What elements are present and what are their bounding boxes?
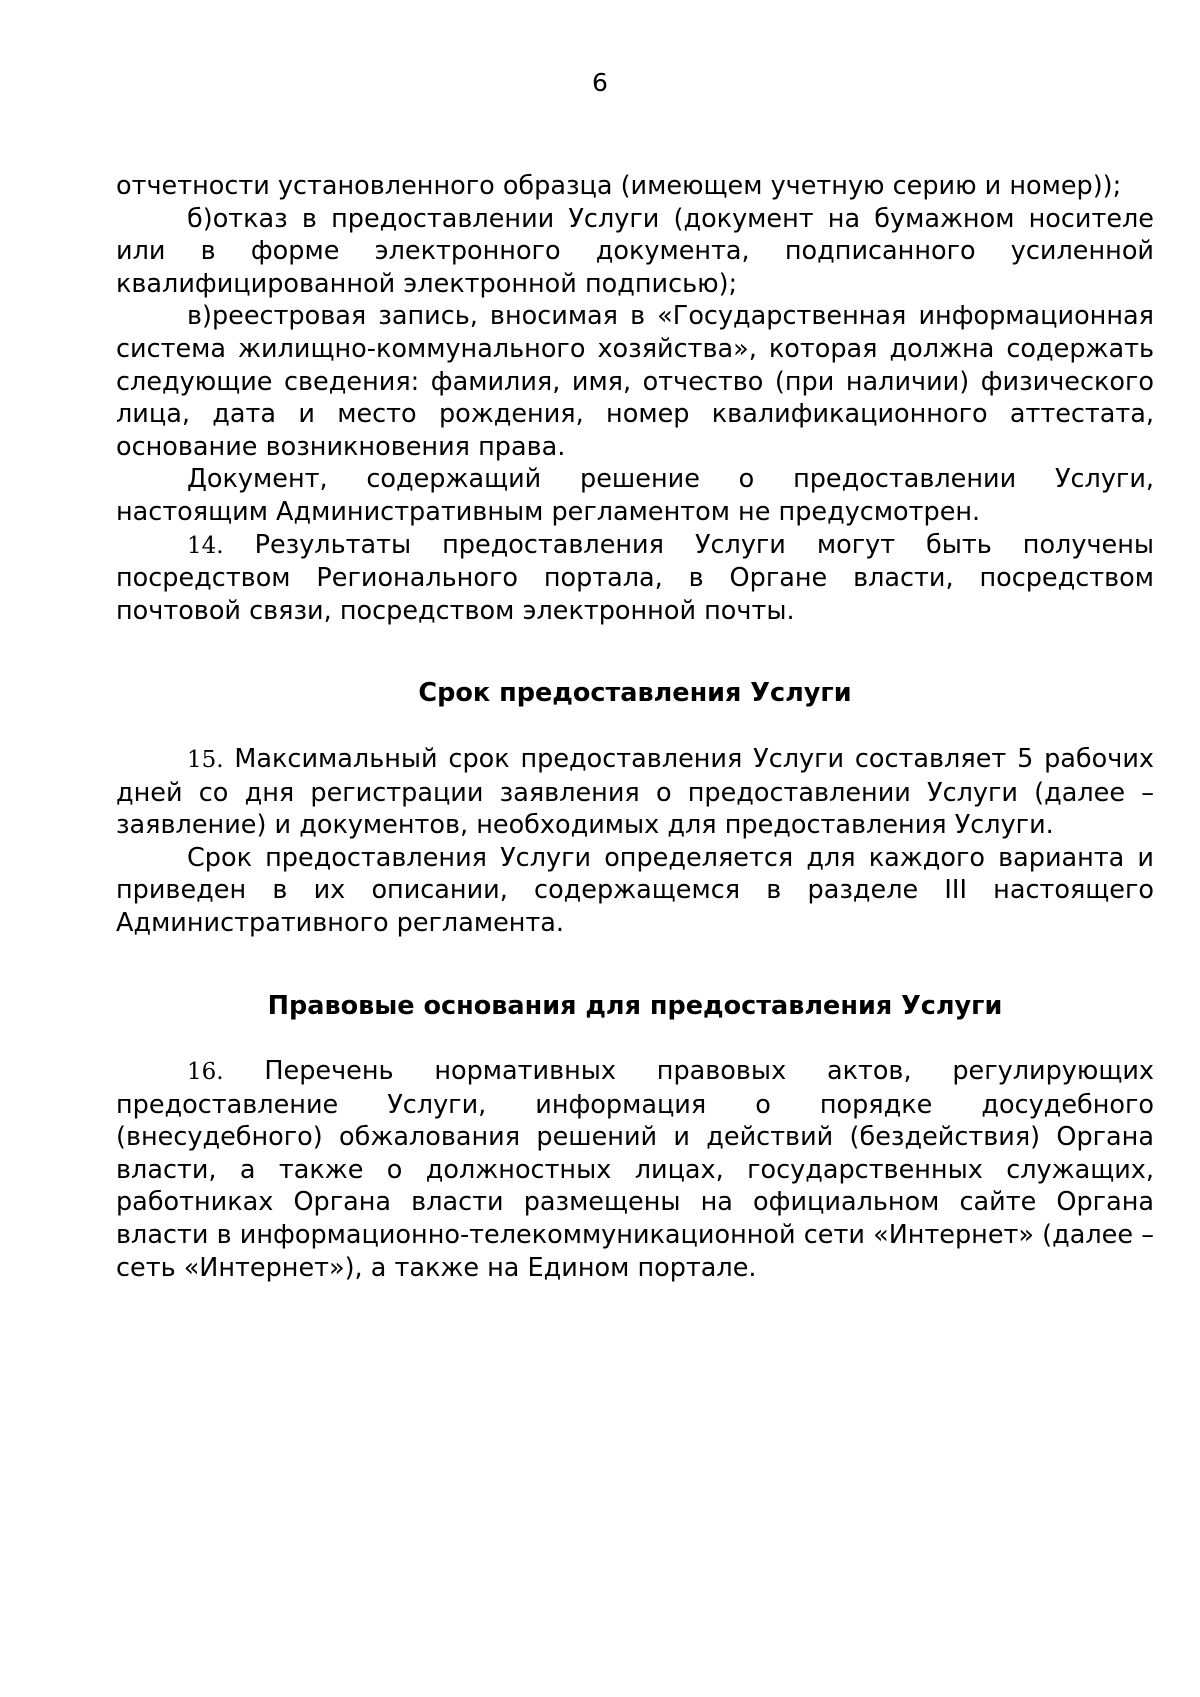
list-marker: б): [187, 203, 213, 234]
paragraph-text: Максимальный срок предоставления Услуги составляет 5 рабочих дней со дня регистрации заявления о предоставлении Услуги (далее – заявление) и документов, необходимых для предоставления Услуги.: [116, 743, 1154, 841]
paragraph-number: 16.: [187, 1059, 224, 1086]
paragraph-text: Срок предоставления Услуги определяется для каждого варианта и приведен в их описании, содержащемся в разделе III настоящего Административного регламента.: [116, 842, 1154, 938]
paragraph-text: Результаты предоставления Услуги могут быть получены посредством Регионального портала, в Органе власти, посредством почтовой связи, посредством электронной почты.: [116, 529, 1155, 626]
numbered-paragraph-16: [116, 1055, 1154, 1284]
list-marker: в): [187, 301, 212, 332]
section-heading: Правовые основания для предоставления Услуги: [267, 991, 1003, 1022]
paragraph-continuation: [116, 170, 1154, 203]
paragraph-number: 15.: [187, 746, 224, 773]
page-number: 6: [592, 68, 608, 97]
paragraph-text: отказ в предоставлении Услуги (документ на бумажном носителе или в форме электронного документа, подписанного усиленной квалифицированной электронной подписью);: [116, 203, 1154, 299]
list-item-v: [116, 300, 1154, 463]
paragraph: [116, 842, 1154, 940]
numbered-paragraph-15: [116, 743, 1154, 842]
paragraph-text: Перечень нормативных правовых актов, регулирующих предоставление Услуги, информация о порядке досудебного (внесудебного) обжалования решений и действий (бездействия) Органа власти, а также о должностных лицах, государственных служащих, работниках Органа власти размещены на официальном сайте Органа власти в информационно-телекоммуникационной сети «Интернет» (далее – сеть «Интернет»), а также на Едином портале.: [116, 1056, 1154, 1283]
numbered-paragraph-14: [116, 529, 1154, 628]
paragraph-text: отчетности установленного образца (имеющем учетную серию и номер));: [116, 171, 1122, 201]
list-item-b: [116, 203, 1154, 301]
paragraph-text: реестровая запись, вносимая в «Государственная информационная система жилищно-коммунального хозяйства», которая должна содержать следующие сведения: фамилия, имя, отчество (при наличии) физического лица, дата и место рождения, номер квалификационного аттестата, основание возникновения права.: [116, 301, 1154, 462]
document-body: [116, 170, 1154, 1284]
paragraph-text: Документ, содержащий решение о предоставлении Услуги, настоящим Административным регламентом не предусмотрен.: [116, 464, 1154, 527]
paragraph: [116, 463, 1154, 528]
paragraph-number: 14.: [187, 532, 224, 559]
section-heading: Срок предоставления Услуги: [418, 678, 852, 709]
